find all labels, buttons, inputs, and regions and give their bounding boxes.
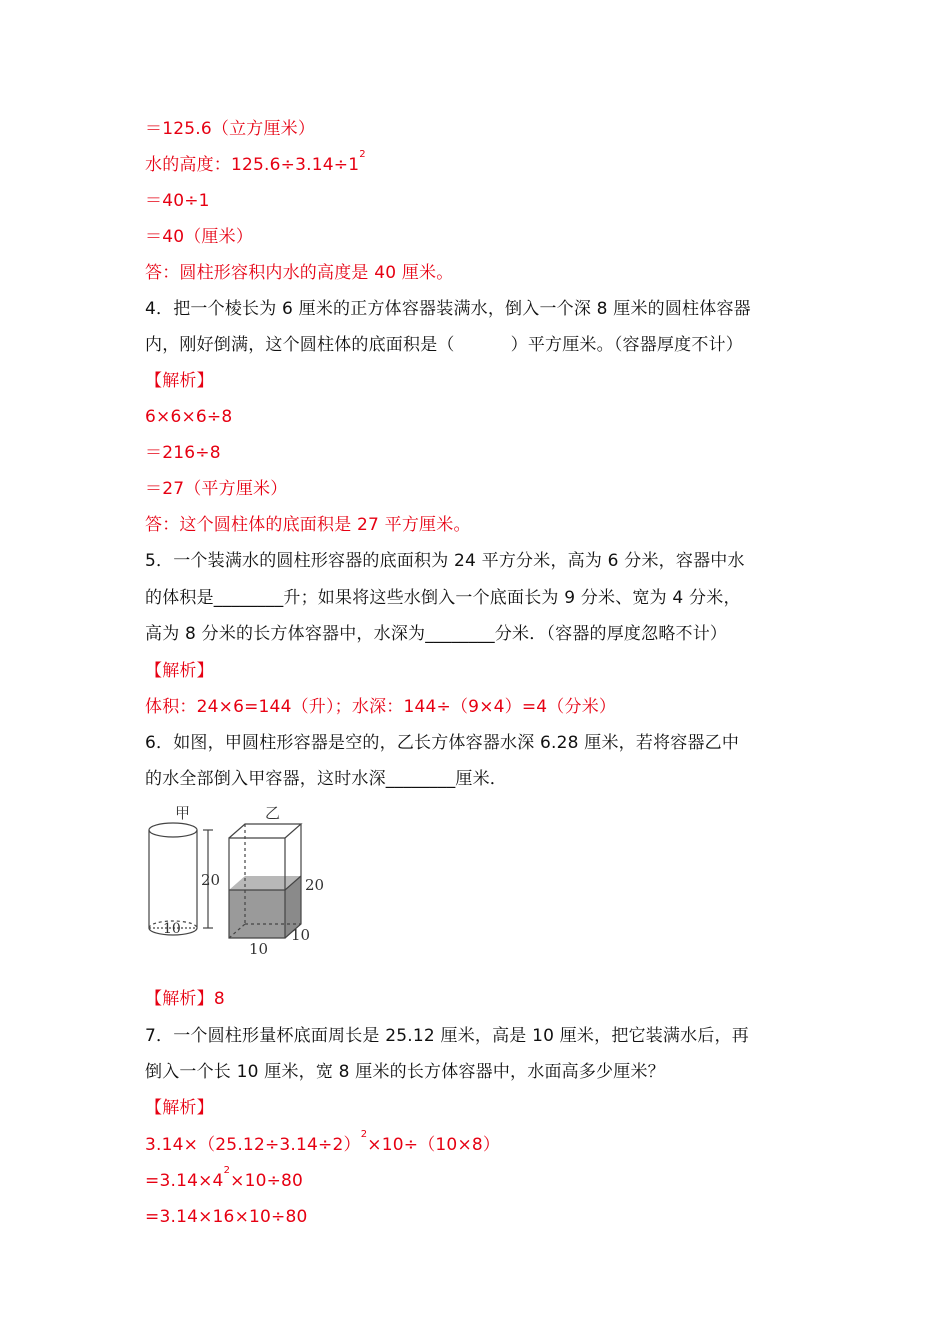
answer-line: 体积：24×6=144（升）；水深：144÷（9×4）=4（分米） — [145, 697, 617, 717]
question-5-line-3: 高为 8 分米的长方体容器中，水深为________分米．（容器的厚度忽略不计） — [145, 624, 728, 644]
question-6-line-2: 的水全部倒入甲容器，这时水深________厘米． — [145, 769, 507, 789]
analysis-heading: 【解析】 — [145, 1098, 214, 1118]
label-jia: 甲 — [175, 804, 191, 822]
question-6-line-1: 6．如图，甲圆柱形容器是空的，乙长方体容器水深 6.28 厘米，若将容器乙中 — [145, 733, 740, 753]
cylinder-height-label: 20 — [201, 871, 221, 889]
question-5-line-2: 的体积是________升；如果将这些水倒入一个底面长为 9 分米、宽为 4 分米， — [145, 588, 741, 608]
question-7-line-1: 7．一个圆柱形量杯底面周长是 25.12 厘米，高是 10 厘米，把它装满水后，再 — [145, 1026, 749, 1046]
text-line: 水的高度：$125.6\div 3.14\div 1^2$ — [145, 149, 366, 175]
analysis-heading: 【解析】 — [145, 371, 214, 391]
question-7-line-2: 倒入一个长 10 厘米，宽 8 厘米的长方体容器中，水面高多少厘米？ — [145, 1062, 665, 1082]
question-4-line-2: 内，刚好倒满，这个圆柱体的底面积是（ ）平方厘米。（容器厚度不计） — [145, 335, 743, 355]
analysis-heading: 【解析】 — [145, 661, 214, 681]
box-width-label: 10 — [291, 926, 311, 944]
label-yi: 乙 — [265, 804, 281, 822]
text-line: 6×6×6÷8 — [145, 407, 233, 427]
cylinder-diameter-label: 10 — [163, 921, 181, 937]
box-yi — [229, 824, 301, 938]
text-line: =3.14×16×10÷80 — [145, 1207, 308, 1227]
question-4-line-1: 4．把一个棱长为 6 厘米的正方体容器装满水，倒入一个深 8 厘米的圆柱体容器 — [145, 299, 751, 319]
box-length-label: 10 — [249, 940, 269, 958]
analysis-answer: 【解析】8 — [145, 989, 225, 1009]
text-line: $=3.14\times 4^2\times 10\div 80$ — [145, 1165, 304, 1191]
text-line: ＝125.6（立方厘米） — [145, 119, 316, 139]
text-line: ＝40÷1 — [145, 191, 210, 211]
text-line: ＝27（平方厘米） — [145, 479, 288, 499]
question-5-line-1: 5．一个装满水的圆柱形容器的底面积为 24 平方分米，高为 6 分米，容器中水 — [145, 551, 745, 571]
container-figure — [145, 800, 335, 960]
text-line: ＝216÷8 — [145, 443, 221, 463]
text-line: $3.14\times(25.12\div 3.14\div 2)^2\times 10\div(10\times 8)$ — [145, 1129, 501, 1155]
box-height-label: 20 — [305, 876, 325, 894]
answer-line: 答：这个圆柱体的底面积是 27 平方厘米。 — [145, 515, 471, 535]
answer-line: 答：圆柱形容积内水的高度是 40 厘米。 — [145, 263, 454, 283]
text-line: ＝40（厘米） — [145, 227, 254, 247]
